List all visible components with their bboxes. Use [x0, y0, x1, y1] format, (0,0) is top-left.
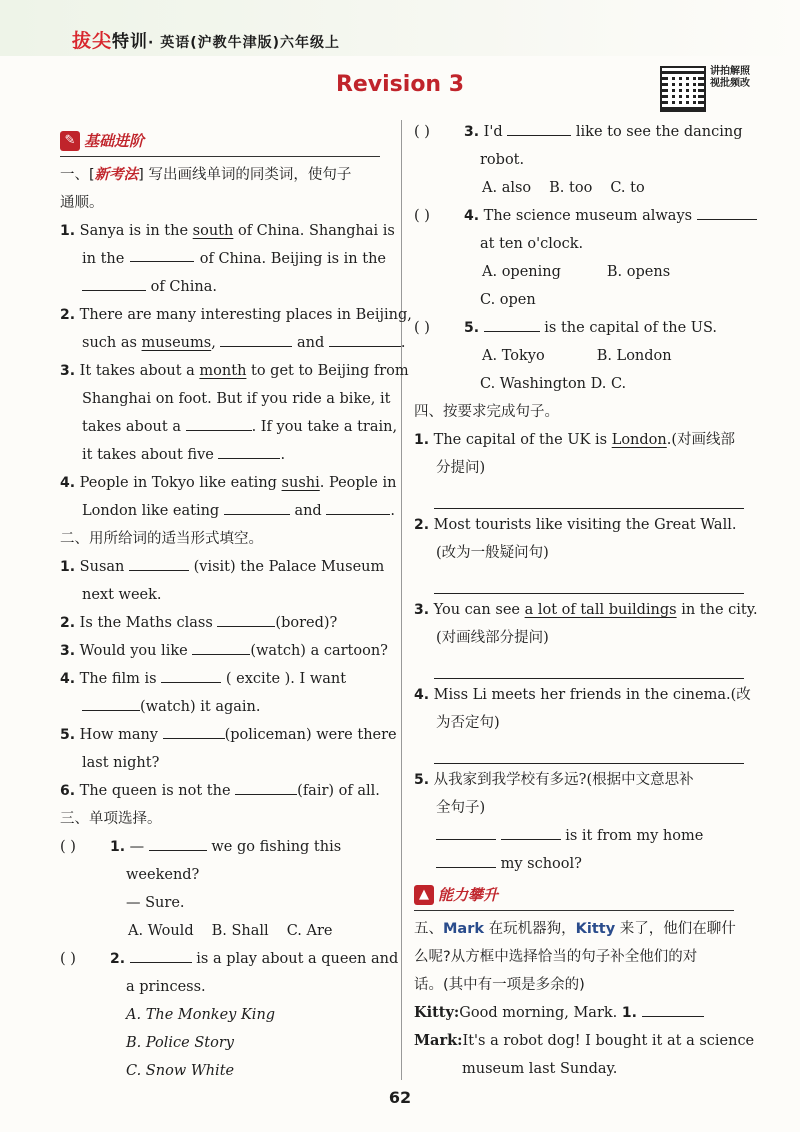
option-c[interactable]: C. Washington D. C.: [480, 376, 627, 392]
book-subject: · 英语(沪教牛津版)六年级上: [148, 35, 341, 51]
answer-blank[interactable]: [501, 823, 561, 840]
part5-heading-line3: 话。(其中有一项是多余的): [414, 977, 585, 993]
answer-blank[interactable]: [697, 203, 757, 220]
p1-q1-line2: in the of China. Beijing is in the: [60, 245, 386, 273]
column-divider: [401, 120, 402, 1080]
answer-paren[interactable]: ( ): [60, 839, 76, 855]
p1-q3-line1: 3. It takes about a month to get to Beijing from: [60, 363, 409, 379]
option-c[interactable]: C. to: [610, 180, 645, 196]
p3-q4-line2: at ten o'clock.: [480, 236, 584, 252]
answer-paren[interactable]: ( ): [414, 208, 430, 224]
dialogue-line-2: Mark:It's a robot dog! I bought it at a science: [414, 1032, 755, 1049]
answer-blank[interactable]: [329, 330, 401, 347]
qr-caption: 讲拍解照视批频改: [710, 66, 750, 89]
answer-paren[interactable]: ( ): [414, 124, 430, 140]
p4-q4-line2: 为否定句): [436, 715, 500, 731]
p3-q1-line2: weekend?: [126, 867, 200, 883]
p4-q5-line2: 全句子): [436, 800, 486, 816]
answer-paren[interactable]: ( ): [60, 951, 76, 967]
option-a[interactable]: A. opening: [482, 264, 561, 280]
p1-q1-line1: 1. Sanya is in the south of China. Shanghai is: [60, 223, 395, 239]
p2-q5-line2: last night?: [82, 755, 160, 771]
page-title: Revision 3: [335, 72, 465, 97]
p4-q5-line4: my school?: [414, 850, 746, 878]
pencil-icon: ✎: [60, 131, 80, 151]
qr-code-icon[interactable]: [660, 66, 706, 112]
p1-q4-line1: 4. People in Tokyo like eating sushi. People in: [60, 475, 397, 491]
section-banner-advance: [414, 880, 734, 911]
part1-heading-line2: 通顺。: [60, 195, 104, 211]
option-b[interactable]: B. Police Story: [126, 1035, 234, 1051]
answer-blank[interactable]: [161, 666, 221, 683]
p1-q1-line3: of China.: [60, 273, 386, 301]
right-column: [414, 118, 758, 1083]
option-c[interactable]: C. Are: [286, 923, 333, 939]
answer-blank[interactable]: [235, 778, 297, 795]
answer-blank[interactable]: [220, 330, 292, 347]
p2-q5-line1: 5. How many (policeman) were there: [60, 721, 386, 749]
section-title-basic: 基础进阶: [84, 132, 145, 150]
answer-line[interactable]: [434, 482, 744, 509]
new-exam-tag: 新考法: [94, 167, 139, 183]
answer-blank[interactable]: [163, 722, 225, 739]
answer-paren[interactable]: ( ): [414, 320, 430, 336]
p3-q3-line1: ( ) 3. I'd like to see the dancing: [414, 118, 746, 146]
dialogue-line-2-cont: museum last Sunday.: [462, 1061, 618, 1077]
answer-line[interactable]: [434, 737, 744, 764]
p3-q1-options: [60, 917, 386, 945]
p4-q3-line2: (对画线部分提问): [436, 630, 549, 646]
p1-q2-line1: 2. There are many interesting places in Beijing,: [60, 307, 412, 323]
part3-heading: 三、单项选择。: [60, 811, 162, 827]
answer-blank[interactable]: [217, 610, 275, 627]
answer-blank[interactable]: [436, 851, 496, 868]
p1-q3-line2: Shanghai on foot. But if you ride a bike, it: [82, 391, 391, 407]
p4-q2-line1: 2. Most tourists like visiting the Great Wall.: [414, 517, 737, 533]
page-header: [0, 0, 800, 56]
p3-q4-options: [414, 258, 746, 286]
p4-q4-line1: 4. Miss Li meets her friends in the cinema.(改: [414, 687, 751, 703]
brand-title: [72, 26, 340, 53]
p2-q2: 2. Is the Maths class (bored)?: [60, 609, 386, 637]
p2-q1-line1: 1. Susan (visit) the Palace Museum: [60, 553, 386, 581]
p4-q2-line2: (改为一般疑问句): [436, 545, 549, 561]
p3-q5-options: [414, 342, 746, 370]
section-title-advance: 能力攀升: [438, 886, 499, 904]
p1-q3-line3: takes about a . If you take a train,: [60, 413, 386, 441]
p3-q1-line1: ( ) 1. — we go fishing this: [60, 833, 386, 861]
answer-line[interactable]: [434, 567, 744, 594]
p3-q3-options: [414, 174, 746, 202]
p2-q3: 3. Would you like (watch) a cartoon?: [60, 637, 386, 665]
brand-red: 拔尖: [72, 30, 113, 52]
answer-blank[interactable]: [82, 694, 140, 711]
p3-q2-line2: a princess.: [126, 979, 206, 995]
p3-q5-line1: ( ) 5. is the capital of the US.: [414, 314, 746, 342]
option-b[interactable]: B. too: [549, 180, 593, 196]
section-banner-basic: [60, 126, 380, 157]
option-a[interactable]: A. also: [482, 180, 532, 196]
option-a[interactable]: A. Would: [128, 923, 194, 939]
answer-blank[interactable]: [130, 946, 192, 963]
answer-blank[interactable]: [642, 1000, 704, 1017]
part4-heading: 四、按要求完成句子。: [414, 404, 559, 420]
speaker-kitty: Kitty:: [414, 1004, 460, 1021]
option-b[interactable]: B. London: [596, 348, 672, 364]
part2-heading: 二、用所给词的适当形式填空。: [60, 531, 263, 547]
p1-q4-line2: London like eating and .: [60, 497, 386, 525]
answer-blank[interactable]: [484, 315, 540, 332]
part5-heading-line1: 五、Mark 在玩机器狗，Kitty 来了，他们在聊什: [414, 921, 736, 937]
option-a[interactable]: A. The Monkey King: [126, 1007, 276, 1023]
answer-blank[interactable]: [130, 245, 194, 262]
p2-q1-line2: next week.: [82, 587, 162, 603]
answer-blank[interactable]: [149, 834, 207, 851]
answer-blank[interactable]: [507, 119, 571, 136]
p3-q4-line1: ( ) 4. The science museum always: [414, 202, 746, 230]
p2-q4-line2: (watch) it again.: [60, 693, 386, 721]
p4-q5-line3: is it from my home: [414, 822, 746, 850]
answer-blank[interactable]: [129, 554, 189, 571]
p1-q3-line4: it takes about five .: [60, 441, 386, 469]
p3-q1-line3: — Sure.: [126, 895, 185, 911]
dialogue-line-1: Kitty:Good morning, Mark. 1.: [414, 999, 746, 1027]
brand-black: 特训: [112, 32, 149, 52]
p4-q3-line1: 3. You can see a lot of tall buildings in the city.: [414, 602, 758, 618]
p3-q3-line2: robot.: [480, 152, 525, 168]
p4-q5-line1: 5. 从我家到我学校有多远?(根据中文意思补: [414, 772, 694, 788]
answer-blank[interactable]: [186, 414, 252, 431]
p3-q2-line1: ( ) 2. is a play about a queen and: [60, 945, 386, 973]
option-b[interactable]: B. Shall: [211, 923, 269, 939]
p4-q1-line2: 分提问): [436, 460, 486, 476]
answer-blank[interactable]: [82, 274, 146, 291]
answer-blank[interactable]: [436, 823, 496, 840]
answer-line[interactable]: [434, 652, 744, 679]
part5-heading-line2: 么呢?从方框中选择恰当的句子补全他们的对: [414, 949, 698, 965]
option-b[interactable]: B. opens: [606, 264, 671, 280]
climb-icon: ▲: [414, 885, 434, 905]
option-c[interactable]: C. Snow White: [126, 1063, 235, 1079]
p1-q2-line2: such as museums, and .: [60, 329, 386, 357]
option-a[interactable]: A. Tokyo: [482, 348, 545, 364]
left-column: [60, 126, 412, 1085]
speaker-mark: Mark:: [414, 1032, 463, 1049]
p2-q6: 6. The queen is not the (fair) of all.: [60, 777, 386, 805]
answer-blank[interactable]: [218, 442, 280, 459]
answer-blank[interactable]: [326, 498, 390, 515]
answer-blank[interactable]: [192, 638, 250, 655]
p2-q4-line1: 4. The film is ( excite ). I want: [60, 665, 386, 693]
part1-heading: 一、[新考法] 写出画线单词的同类词，使句子: [60, 167, 352, 183]
option-c[interactable]: C. open: [480, 292, 536, 308]
answer-blank[interactable]: [224, 498, 290, 515]
p4-q1-line1: 1. The capital of the UK is London.(对画线部: [414, 432, 736, 448]
page-number: 62: [388, 1088, 412, 1107]
